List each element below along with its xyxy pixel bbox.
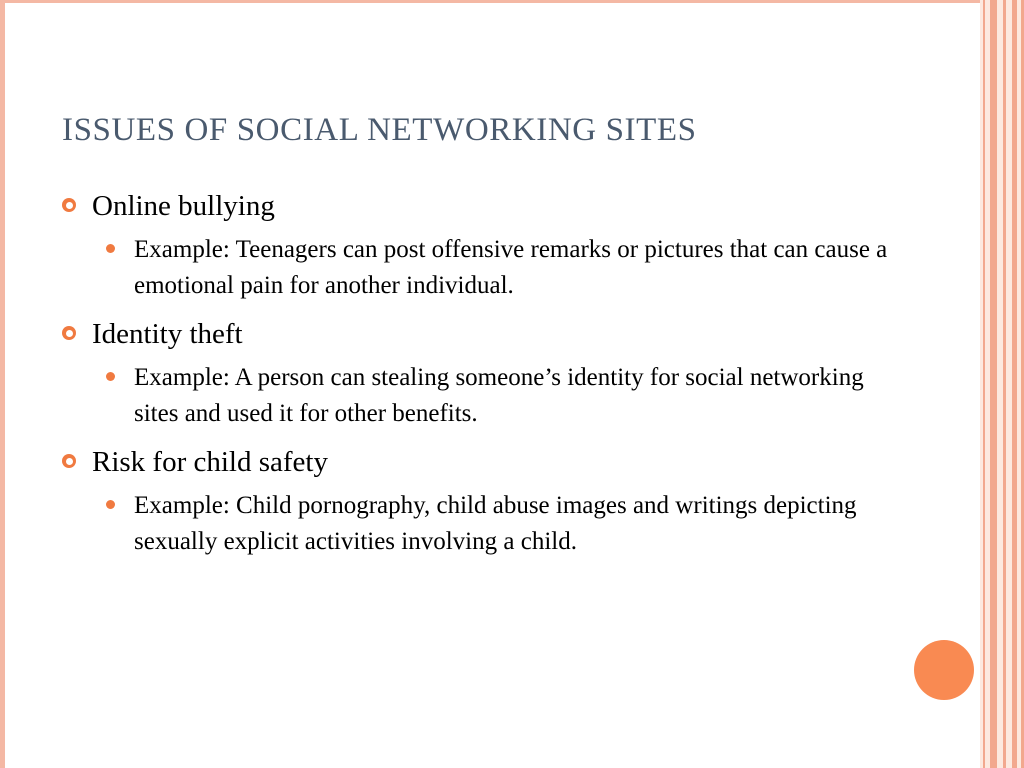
bullet-heading: Risk for child safety [92,446,328,478]
slide-frame-top [0,0,1024,3]
bullet-heading: Identity theft [92,318,243,350]
bullet-item-identity-theft [62,314,892,432]
dot-bullet-icon [106,244,115,253]
dot-bullet-icon [106,372,115,381]
decorative-stripe [983,0,985,768]
sub-bullet-text: Example: Teenagers can post offensive remarks or pictures that can cause a emotional pain for another individual. [134,236,900,299]
decorative-stripe [1012,0,1017,768]
slide-title: ISSUES OF SOCIAL NETWORKING SITES [62,112,697,148]
sub-bullet-text: Example: Child pornography, child abuse images and writings depicting sexually explicit activities involving a child. [134,492,863,555]
sub-bullet [106,232,900,304]
sub-bullet [106,488,892,560]
decorative-stripe [1003,0,1006,768]
bullet-item-online-bullying [62,186,900,304]
ring-bullet-icon [62,454,76,468]
decorative-circle-icon [914,640,974,700]
slide-frame-left [0,0,5,768]
sub-bullet [106,360,892,432]
bullet-item-child-safety [62,442,892,560]
sub-bullet-text: Example: A person can stealing someone’s identity for social networking sites and used it for other benefits. [134,364,870,427]
decorative-stripe-panel [980,0,1024,768]
ring-bullet-icon [62,326,76,340]
bullet-heading: Online bullying [92,190,275,222]
bullet-list [62,186,900,560]
decorative-stripe [990,0,997,768]
dot-bullet-icon [106,500,115,509]
ring-bullet-icon [62,198,76,212]
